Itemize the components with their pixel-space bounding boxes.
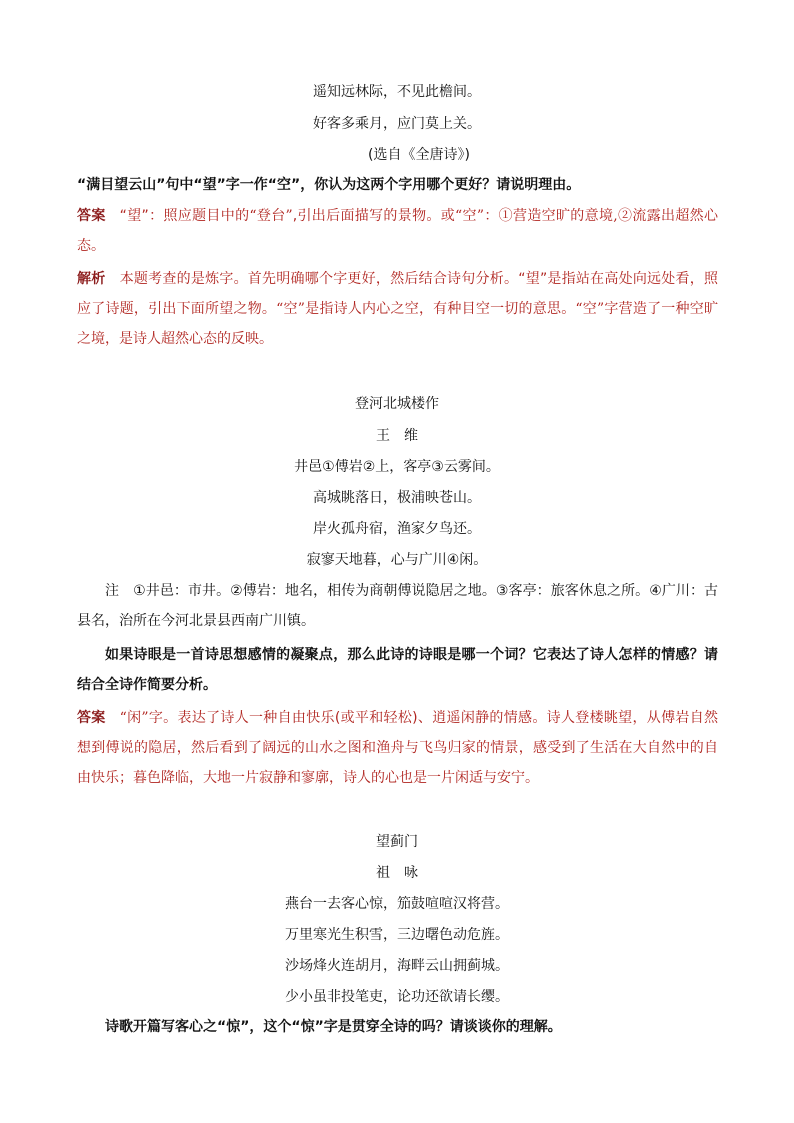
poem3-line-2: 万里寒光生积雪，三边曙色动危旌。 — [285, 927, 509, 943]
answer-label: 答案 — [77, 208, 106, 224]
analysis-1-part-d: “空” — [575, 301, 605, 317]
answer-1-part-g: 。 — [91, 238, 105, 254]
answer-label: 答案 — [77, 710, 106, 726]
answer-2 — [77, 703, 718, 793]
analysis-1-part-a: 本题考查的是炼字。首先明确哪个字更好，然后结合诗句分析。“望”是指站在高处向远处看，照应了诗题，引出下面所望之物。 — [77, 271, 718, 317]
question-1: “满目望云山”句中“望”字一作“空”，你认为这两个字用哪个更好？请说明理由。 — [77, 177, 581, 193]
analysis-label: 解析 — [77, 271, 106, 287]
poem2-line-2: 高城眺落日，极浦映苍山。 — [313, 490, 481, 506]
poem3-line-4: 少小虽非投笔吏，论功还欲请长缨。 — [285, 989, 509, 1005]
answer-1-part-c: ,引出后面描写的景物。或 — [292, 208, 456, 224]
question-2: 如果诗眼是一首诗思想感情的凝聚点，那么此诗的诗眼是哪一个词？它表达了诗人怎样的情感？请结合全诗作简要分析。 — [77, 647, 718, 693]
poem3-author: 祖 咏 — [376, 865, 418, 881]
poem2-line-3: 岸火孤舟宿，渔家夕鸟还。 — [313, 521, 481, 537]
answer-1-part-d: “空” — [455, 208, 485, 224]
poem2-line-4: 寂寥天地暮，心与广川④闲。 — [306, 552, 488, 568]
answer-1-part-b: “登台” — [249, 208, 293, 224]
note-text: ①井邑：市井。②傅岩：地名，相传为商朝傅说隐居之地。③客亭：旅客休息之所。④广川：古县名，治所在今河北景县西南广川镇。 — [77, 583, 719, 629]
analysis-1 — [77, 264, 718, 354]
answer-1-part-f: ①营造空旷的意境,②流露出超然心态 — [77, 208, 718, 254]
question-3: 诗歌开篇写客心之“惊”，这个“惊”字是贯穿全诗的吗？请谈谈你的理解。 — [105, 1019, 562, 1035]
answer-1 — [77, 201, 718, 261]
poem2-title: 登河北城楼作 — [355, 396, 439, 412]
poem2-note — [77, 576, 718, 636]
poem1-source: (选自《全唐诗》) — [368, 147, 470, 163]
note-label: 注 — [105, 583, 120, 599]
poem1-line-2: 好客多乘月，应门莫上关。 — [313, 116, 481, 132]
poem2-author: 王 维 — [376, 428, 418, 444]
answer-2-part-b: 字。表达了诗人一种自由快乐(或平和轻松)、逍遥闲静的情感。诗人登楼眺望，从傅岩自然想到傅说的隐居，然后看到了阔远的山水之图和渔舟与飞鸟归家的情景，感受到了生活在大自然中的自由快乐；暮色降临，大地一片寂静和寥廓，诗人的心也是一片闲适与安宁。 — [77, 710, 719, 786]
analysis-1-part-e: 字营造了一种空旷之境，是诗人超然心态的反映。 — [77, 301, 718, 347]
poem2-line-1: 井邑①傅岩②上，客亭③云雾间。 — [294, 459, 500, 475]
analysis-1-part-c: 是指诗人内心之空，有种目空一切的意思。 — [304, 301, 576, 317]
poem3-line-3: 沙场烽火连胡月，海畔云山拥蓟城。 — [285, 958, 509, 974]
poem3-line-1: 燕台一去客心惊，笳鼓喧喧汉将营。 — [285, 896, 509, 912]
poem1-line-1: 遥知远林际，不见此檐间。 — [313, 84, 481, 100]
answer-1-part-a: “望”：照应题目中的 — [119, 208, 250, 224]
analysis-1-part-b: “空” — [276, 301, 305, 317]
answer-1-part-e: ： — [484, 208, 499, 224]
answer-2-part-a: “闲” — [119, 710, 149, 726]
poem3-title: 望蓟门 — [376, 834, 418, 850]
